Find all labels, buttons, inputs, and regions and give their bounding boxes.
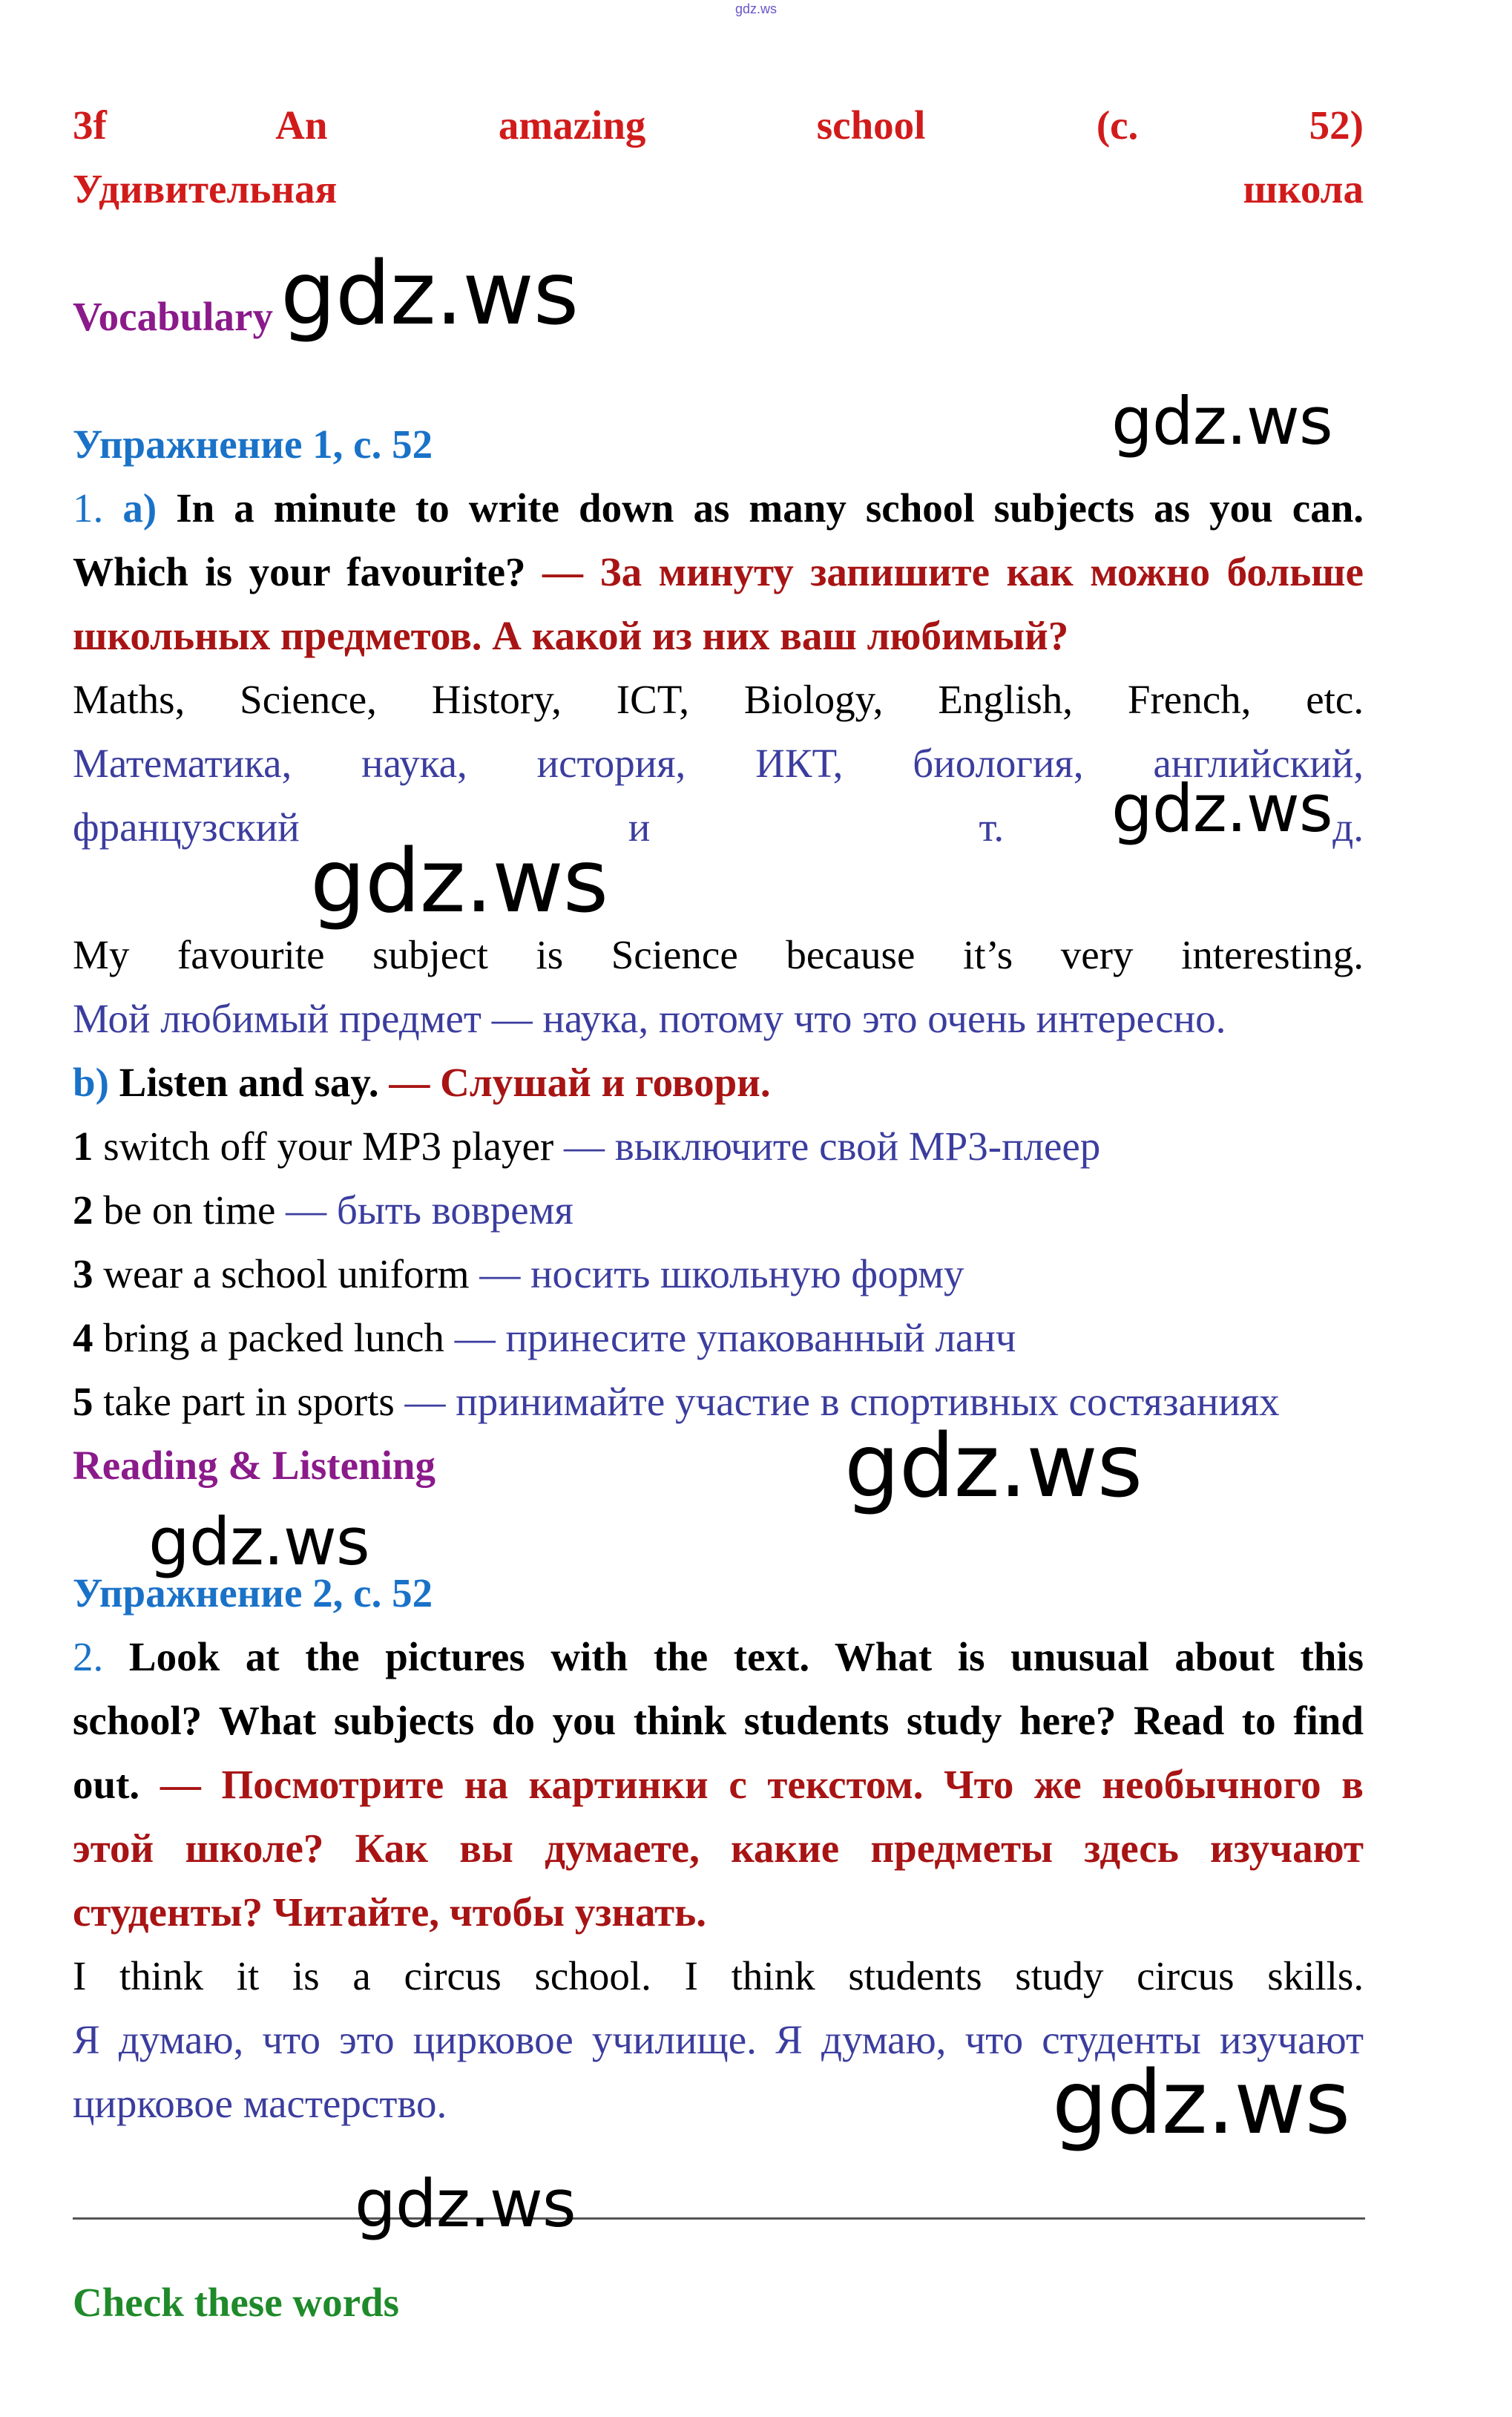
check-words-heading: Check these words <box>73 2280 399 2325</box>
list-item: 1 switch off your MP3 player — выключите свой MP3-плеер <box>73 1124 1101 1169</box>
list-item: 5 take part in sports — принимайте участие в спортивных состязаниях <box>73 1379 1280 1424</box>
reading-listening-heading: Reading & Listening <box>73 1443 435 1488</box>
exercise1-task-line3: школьных предметов. А какой из них ваш любимый? <box>73 613 1069 658</box>
exercise2-task-line5: студенты? Читайте, чтобы узнать. <box>73 1889 706 1935</box>
watermark: gdz.ws <box>148 1503 369 1580</box>
list-item: 2 be on time — быть вовремя <box>73 1187 573 1233</box>
subjects-english: Maths, Science, History, ICT, Biology, English, French, etc. <box>73 677 1364 722</box>
vocabulary-heading: Vocabulary <box>73 294 273 339</box>
exercise1-task-line2: Which is your favourite? — За минуту запишите как можно больше <box>73 549 1364 594</box>
list-item: 4 bring a packed lunch — принесите упакованный ланч <box>73 1315 1016 1360</box>
exercise2-task-line3: out. — Посмотрите на картинки с текстом. Что же необычного в <box>73 1762 1364 1807</box>
watermark: gdz.ws <box>355 2165 576 2242</box>
subjects-russian-line2: французский и т. д. <box>73 804 1364 850</box>
title-russian: Удивительная школа <box>73 166 1364 211</box>
watermark: gdz.ws <box>1052 2051 1350 2154</box>
watermark: gdz.ws <box>1111 383 1332 459</box>
part-b-task: b) Listen and say. — Слушай и говори. <box>73 1060 771 1105</box>
list-item: 3 wear a school uniform — носить школьную форму <box>73 1251 964 1296</box>
favourite-english: My favourite subject is Science because it’s very interesting. <box>73 932 1364 977</box>
document-page <box>73 0 1364 2136</box>
horizontal-rule <box>73 2217 1365 2220</box>
answer-english: I think it is a circus school. I think students study circus skills. <box>73 1953 1364 1998</box>
answer-russian-line2: цирковое мастерство. <box>73 2081 447 2126</box>
exercise1-heading: Упражнение 1, с. 52 <box>73 422 433 467</box>
watermark: gdz.ws <box>280 242 579 344</box>
watermark: gdz.ws <box>844 1414 1143 1517</box>
exercise2-task-line2: school? What subjects do you think students study here? Read to find <box>73 1698 1364 1743</box>
exercise1-task-line1: 1. a) In a minute to write down as many school subjects as you can. <box>73 485 1364 531</box>
exercise2-heading: Упражнение 2, с. 52 <box>73 1570 433 1616</box>
watermark: gdz.ws <box>310 830 608 932</box>
subjects-russian: Математика, наука, история, ИКТ, биология, английский, <box>73 741 1364 786</box>
header-watermark: gdz.ws <box>734 1 778 16</box>
exercise2-task-line1: 2. Look at the pictures with the text. What is unusual about this <box>73 1634 1364 1679</box>
exercise2-task-line4: этой школе? Как вы думаете, какие предметы здесь изучают <box>73 1826 1364 1871</box>
favourite-russian: Мой любимый предмет — наука, потому что это очень интересно. <box>73 996 1226 1041</box>
answer-russian-line1: Я думаю, что это цирковое училище. Я думаю, что студенты изучают <box>73 2017 1364 2062</box>
title-english: 3f An amazing school (с. 52) <box>73 102 1364 148</box>
watermark: gdz.ws <box>1111 770 1332 847</box>
